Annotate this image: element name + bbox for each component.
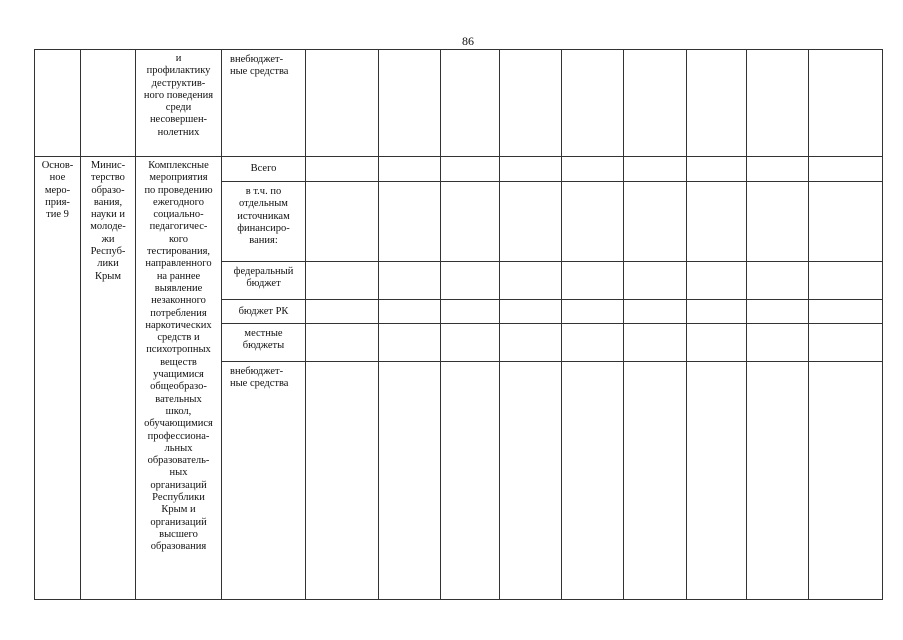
value-cell	[562, 300, 624, 324]
value-cell	[562, 157, 624, 182]
description-cell: Комплексные мероприятия по проведению ежегодного социально- педагогичес- кого тестирования, направленного на раннее выявление незаконного потребления наркотических средств и психотропных веществ учащимися общеобразо- вательных школ, обучающимися профессиона- льных образователь- ных организаций Республики Крым и организаций высшего образования	[136, 157, 222, 600]
funding-source-federal: федеральный бюджет	[222, 262, 306, 300]
value-cell	[747, 182, 809, 262]
value-cell	[687, 300, 747, 324]
value-cell	[562, 50, 624, 157]
value-cell	[624, 300, 687, 324]
empty-cell	[35, 50, 81, 157]
value-cell	[687, 50, 747, 157]
value-cell	[500, 157, 562, 182]
value-cell	[624, 182, 687, 262]
activity-label-cell: Основ- ное меро- прия- тие 9	[35, 157, 81, 600]
value-cell	[379, 362, 441, 600]
value-cell	[500, 300, 562, 324]
table-row	[35, 157, 883, 182]
value-cell	[379, 182, 441, 262]
funding-source-republic: бюджет РК	[222, 300, 306, 324]
value-cell	[441, 157, 500, 182]
value-cell	[379, 262, 441, 300]
value-cell	[809, 50, 883, 157]
value-cell	[306, 182, 379, 262]
value-cell	[500, 324, 562, 362]
value-cell	[379, 324, 441, 362]
value-cell	[562, 262, 624, 300]
value-cell	[624, 50, 687, 157]
value-cell	[441, 262, 500, 300]
value-cell	[809, 157, 883, 182]
value-cell	[809, 362, 883, 600]
funding-source-extrabudget: внебюджет- ные средства	[222, 362, 306, 600]
value-cell	[809, 182, 883, 262]
value-cell	[500, 182, 562, 262]
value-cell	[747, 324, 809, 362]
value-cell	[306, 157, 379, 182]
value-cell	[306, 300, 379, 324]
value-cell	[687, 182, 747, 262]
funding-source-including: в т.ч. по отдельным источникам финансиро- вания:	[222, 182, 306, 262]
description-cell: и профилактику деструктив- ного поведения среди несовершен- нолетних	[136, 50, 222, 157]
value-cell	[441, 182, 500, 262]
value-cell	[500, 362, 562, 600]
value-cell	[379, 50, 441, 157]
value-cell	[441, 50, 500, 157]
value-cell	[624, 262, 687, 300]
value-cell	[747, 157, 809, 182]
value-cell	[306, 362, 379, 600]
value-cell	[687, 324, 747, 362]
executor-cell: Минис- терство образо- вания, науки и молоде- жи Респуб- лики Крым	[81, 157, 136, 600]
value-cell	[687, 157, 747, 182]
funding-source-local: местные бюджеты	[222, 324, 306, 362]
funding-source-total: Всего	[222, 157, 306, 182]
value-cell	[687, 262, 747, 300]
value-cell	[747, 50, 809, 157]
value-cell	[624, 362, 687, 600]
value-cell	[809, 262, 883, 300]
funding-source-cell: внебюджет- ные средства	[222, 50, 306, 157]
value-cell	[809, 324, 883, 362]
value-cell	[441, 362, 500, 600]
value-cell	[624, 157, 687, 182]
value-cell	[687, 362, 747, 600]
value-cell	[562, 182, 624, 262]
value-cell	[624, 324, 687, 362]
value-cell	[441, 324, 500, 362]
value-cell	[747, 362, 809, 600]
value-cell	[562, 324, 624, 362]
value-cell	[809, 300, 883, 324]
table-row	[35, 50, 883, 157]
value-cell	[379, 300, 441, 324]
value-cell	[500, 50, 562, 157]
value-cell	[306, 50, 379, 157]
value-cell	[306, 324, 379, 362]
budget-table	[34, 49, 883, 600]
value-cell	[441, 300, 500, 324]
value-cell	[379, 157, 441, 182]
value-cell	[747, 300, 809, 324]
value-cell	[500, 262, 562, 300]
page-number: 86	[462, 34, 474, 48]
value-cell	[562, 362, 624, 600]
empty-cell	[81, 50, 136, 157]
value-cell	[747, 262, 809, 300]
value-cell	[306, 262, 379, 300]
